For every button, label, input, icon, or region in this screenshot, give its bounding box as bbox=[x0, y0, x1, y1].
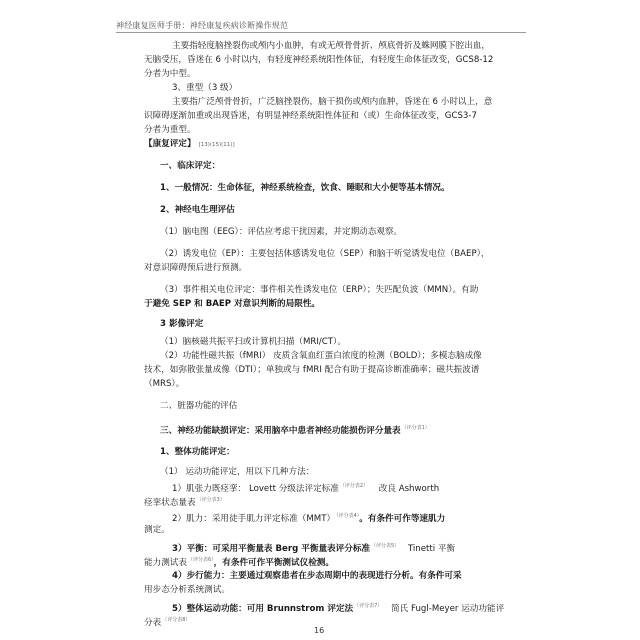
section-heading-neuro bbox=[160, 422, 430, 437]
text-line bbox=[172, 510, 445, 525]
section-heading: 一、临床评定： bbox=[160, 161, 221, 171]
text-run: 痉挛状态量表 bbox=[144, 497, 196, 508]
text-line: 用步态分析系统测试。 bbox=[144, 585, 230, 595]
page-number: 16 bbox=[314, 626, 325, 635]
list-label: 1、一般情况：生命体征，神经系统检查，饮食、睡眠和大小便等基本情况。 bbox=[160, 183, 450, 193]
reference-mark: [13)(15)(11)] bbox=[198, 142, 235, 148]
text-run: 5）整体运动功能：可用 Brunnstrom 评定法 bbox=[172, 603, 354, 614]
text-run: 能力测试表 bbox=[144, 557, 187, 568]
text-run: 1）肌张力既痉挛： Lovett 分级法评定标准 bbox=[172, 483, 339, 494]
text-line: （3）事件相关电位评定：事件相关性诱发电位（ERP）；失匹配负波（MMN）。有助 bbox=[160, 285, 479, 295]
text-line: （1）脑核磁共振平扫或计算机扫描（MRI/CT）。 bbox=[160, 337, 346, 347]
reference-mark: （评分表4） bbox=[336, 513, 360, 519]
text-line bbox=[172, 480, 439, 495]
text-run: 2）肌力：采用徒手肌力评定标准（MMT） bbox=[172, 513, 336, 524]
text-line bbox=[144, 494, 225, 509]
text-line: （2）诱发电位（EP）：主要包括体感诱发电位（SEP）和脑干听觉诱发电位（BAEP）， bbox=[160, 249, 490, 259]
text-line: （MRS）。 bbox=[144, 379, 185, 389]
reference-mark: （评分表7） bbox=[354, 603, 383, 609]
section-heading: 3、重型（3 级） bbox=[172, 83, 238, 93]
reference-mark: （评分表1） bbox=[401, 425, 430, 431]
text-line bbox=[160, 182, 450, 194]
text-line: 主要指轻度脑挫裂伤或颅内小血肿，有或无颅骨骨折、颅底骨折及蛛网膜下腔出血， bbox=[172, 41, 490, 51]
text-line bbox=[144, 614, 190, 629]
text-run: 3）平衡：可采用平衡量表 Berg 平衡量表评分标准 bbox=[172, 543, 371, 554]
text-run: 改良 Ashworth bbox=[378, 483, 440, 494]
section-heading: 二、脏器功能的评估 bbox=[160, 401, 238, 411]
section-heading: 1、整体功能评定： bbox=[160, 447, 235, 457]
text-line: 主要指广泛颅骨骨折，广泛脑挫裂伤，脑干损伤或颅内血肿，昏迷在 6 小时以上，意 bbox=[172, 97, 493, 107]
text-line: （1） 运动功能评定，用以下几种方法： bbox=[160, 467, 315, 477]
text-line: 对意识障碍预后进行预测。 bbox=[144, 263, 248, 273]
text-line: 无脑受压，昏迷在 6 小时以内，有轻度神经系统阳性体征，有轻度生命体征改变，GCS8-12 bbox=[144, 55, 494, 65]
text-line: 识障碍逐渐加重或出现昏迷，有明显神经系统阳性体征和（或）生命体征改变，GCS3-7 bbox=[144, 111, 477, 121]
text-line: 于避免 SEP 和 BAEP 对意识判断的局限性。 bbox=[144, 299, 321, 309]
header-rule bbox=[116, 32, 526, 33]
reference-mark: （评分表3） bbox=[196, 497, 225, 503]
reference-mark: （评分表6） bbox=[187, 557, 214, 563]
text-run: Tinetti 平衡 bbox=[407, 543, 456, 554]
reference-mark: （评分表8） bbox=[162, 617, 191, 623]
text-line: （1）脑电图（EEG）：评估应考虑干扰因素，并定期动态观察。 bbox=[160, 227, 403, 237]
running-header: 神经康复医师手册：神经康复疾病诊断操作规范 bbox=[116, 21, 289, 30]
text-line bbox=[172, 540, 455, 555]
text-line bbox=[144, 554, 334, 569]
section-heading: 3 影像评定 bbox=[160, 319, 204, 329]
section-heading-text: 【康复评定】 bbox=[144, 139, 196, 149]
text-line: 分者为重型。 bbox=[144, 125, 196, 135]
text-line: 分者为中型。 bbox=[144, 69, 196, 79]
text-run: 分表 bbox=[144, 617, 162, 628]
text-line bbox=[172, 600, 504, 615]
text-line: 4）步行能力：主要通过观察患者在步态周期中的表现进行分析。有条件可采 bbox=[172, 571, 462, 581]
text-run: ，有条件可作平衡测试仪检测。 bbox=[213, 557, 334, 568]
text-line: （2）功能性磁共振（fMRI） 皮质含氧血红蛋白浓度的检测（BOLD）；多模态脑成像 bbox=[160, 351, 482, 361]
section-heading-rehab bbox=[144, 138, 235, 151]
text-line: 测定。 bbox=[144, 525, 170, 535]
text-run: 。有条件可作等速肌力 bbox=[359, 513, 446, 524]
section-heading: 2、神经电生理评估 bbox=[160, 205, 235, 215]
text-run: 简氏 Fugl-Meyer 运动功能评 bbox=[391, 603, 505, 614]
text-line: 技术，如弥散张量成像（DTI）；单独或与 fMRI 配合有助于提高诊断准确率；磁共振波谱 bbox=[144, 365, 480, 375]
reference-mark: （评分表5） bbox=[371, 543, 400, 549]
section-heading-text: 三、神经功能缺损评定：采用脑卒中患者神经功能损伤评分量表 bbox=[160, 425, 401, 436]
reference-mark: （评分表2） bbox=[339, 483, 369, 489]
